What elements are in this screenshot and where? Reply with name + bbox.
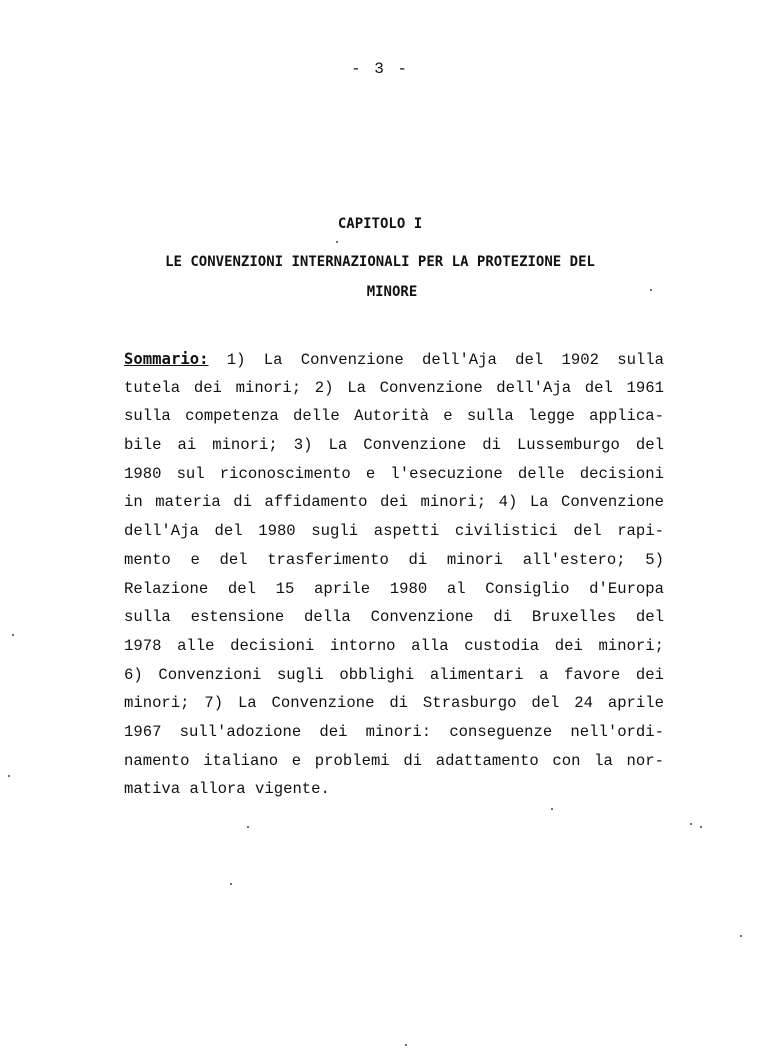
scan-speck	[405, 1044, 407, 1046]
summary-line: Relazione del 15 aprile 1980 al Consiglio d'Europa	[124, 579, 664, 598]
summary-paragraph	[124, 345, 664, 804]
summary-line: tutela dei minori; 2) La Convenzione dell'Aja del 1961	[124, 378, 664, 397]
summary-line: 6) Convenzioni sugli obblighi alimentari a favore dei	[124, 665, 664, 684]
scan-speck	[700, 826, 702, 828]
summary-line: 1978 alle decisioni intorno alla custodia dei minori;	[124, 636, 664, 655]
summary-line: mativa allora vigente.	[124, 780, 330, 799]
scan-speck	[650, 289, 652, 291]
summary-line: dell'Aja del 1980 sugli aspetti civilistici del rapi-	[124, 522, 664, 541]
scan-speck	[336, 241, 338, 243]
scan-speck	[230, 883, 232, 885]
chapter-title-line-2: MINORE	[366, 284, 418, 300]
summary-line: in materia di affidamento dei minori; 4) La Convenzione	[124, 493, 664, 512]
summary-line: 1967 sull'adozione dei minori: conseguenze nell'ordi-	[124, 722, 664, 741]
summary-line: namento italiano e problemi di adattamento con la nor-	[124, 751, 664, 770]
summary-line: bile ai minori; 3) La Convenzione di Lussemburgo del	[124, 436, 664, 455]
scan-speck	[690, 823, 692, 825]
summary-line	[124, 345, 664, 374]
summary-line: sulla estensione della Convenzione di Bruxelles del	[124, 608, 664, 627]
summary-label: Sommario:	[124, 350, 209, 368]
scan-speck	[247, 826, 249, 828]
scan-speck	[12, 634, 14, 636]
chapter-title-line-1: LE CONVENZIONI INTERNAZIONALI PER LA PROTEZIONE DEL	[165, 254, 595, 270]
summary-line: sulla competenza delle Autorità e sulla legge applica-	[124, 407, 664, 426]
summary-line: minori; 7) La Convenzione di Strasburgo del 24 aprile	[124, 694, 664, 713]
scan-speck	[740, 935, 742, 937]
page-number: - 3 -	[350, 60, 409, 78]
summary-line: 1980 sul riconoscimento e l'esecuzione delle decisioni	[124, 464, 664, 483]
chapter-heading: CAPITOLO I	[337, 216, 423, 232]
summary-line-text: 1) La Convenzione dell'Aja del 1902 sulla	[226, 351, 665, 369]
scan-speck	[551, 808, 553, 810]
summary-line: mento e del trasferimento di minori all'estero; 5)	[124, 550, 664, 569]
scan-speck	[8, 775, 10, 777]
